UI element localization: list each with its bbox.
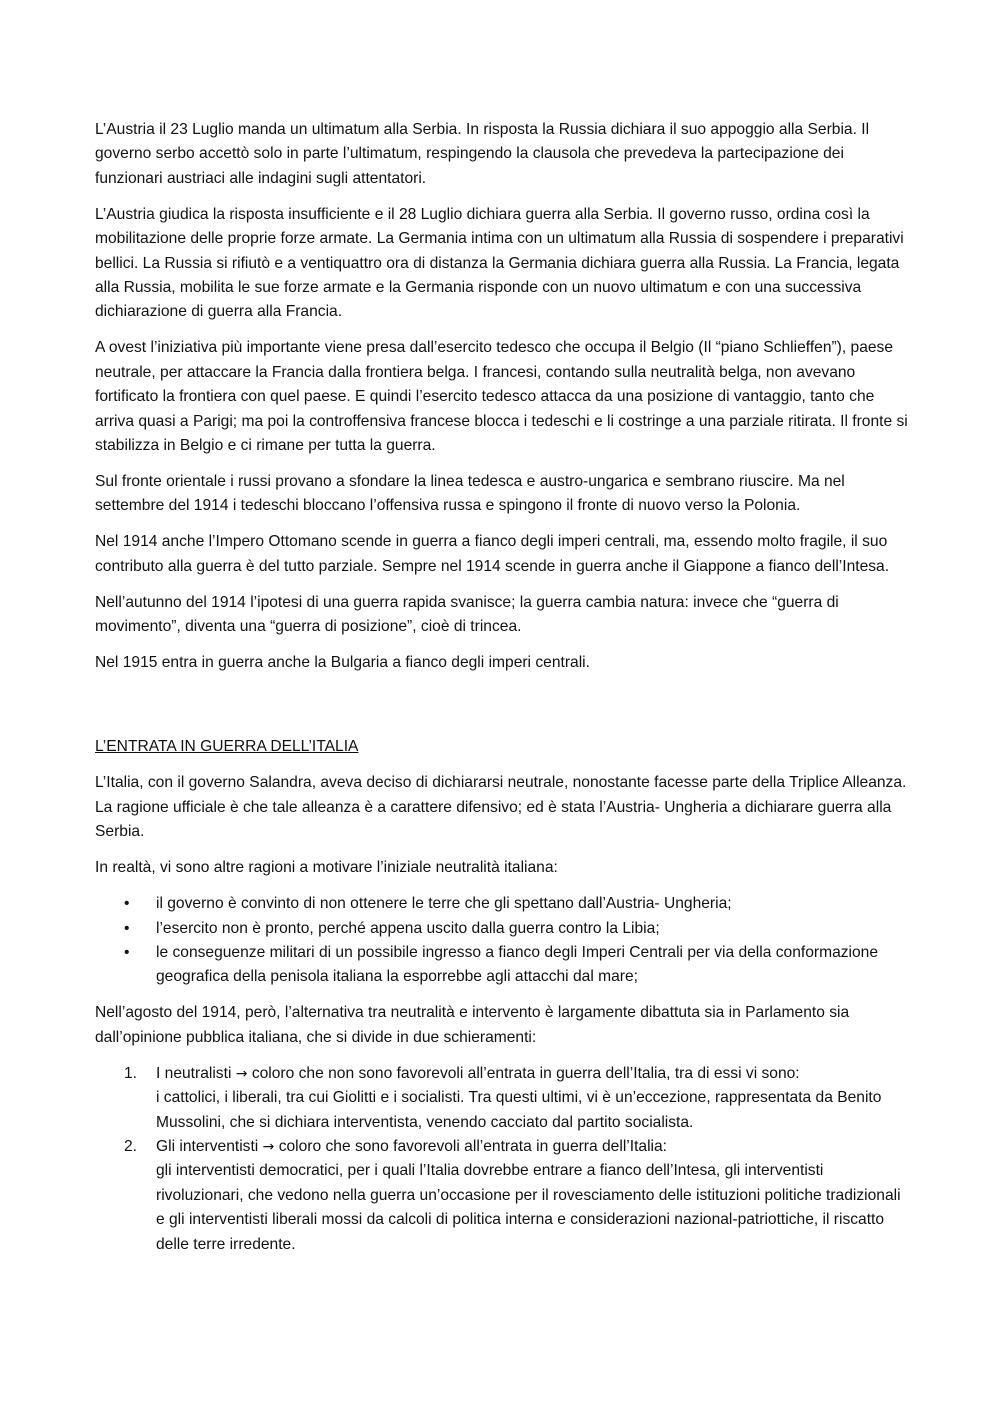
bullet-icon: • xyxy=(124,943,130,961)
document-page xyxy=(95,118,910,1257)
list-item-text: il governo è convinto di non ottenere le terre che gli spettano dall’Austria- Ungheria; xyxy=(156,895,732,913)
paragraph-italy-neutral: L’Italia, con il governo Salandra, aveva deciso di dichiararsi neutrale, nonostante facesse parte della Triplice Alleanza. La ragione ufficiale è che tale alleanza è a carattere difensivo; ed è stata l’Austria- Ungheria a dichiarare guerra alla Serbia. xyxy=(95,774,907,841)
camp-name: Gli interventisti xyxy=(156,1137,259,1155)
camp-detail: gli interventisti democratici, per i quali l’Italia dovrebbe entrare a fianco dell’Intesa, gli interventisti rivoluzionari, che vedono nella guerra un’occasione per il rovesciamento delle istituzioni politiche tradizionali e gli interventisti liberali mossi da calcoli di politica interna e considerazioni nazional-patriottiche, il riscatto delle terre irredente. xyxy=(156,1162,901,1253)
paragraph-debate-intro: Nell’agosto del 1914, però, l’alternativa tra neutralità e intervento è largamente dibattuta sia in Parlamento sia dall’opinione pubblica italiana, che si divide in due schieramenti: xyxy=(95,1004,850,1046)
list-item-text: l’esercito non è pronto, perché appena uscito dalla guerra contro la Libia; xyxy=(156,919,660,937)
bullet-icon: • xyxy=(124,919,130,937)
camps-list xyxy=(95,1062,910,1257)
arrow-right-icon: → xyxy=(262,1138,275,1155)
paragraph-ultimatum: L’Austria il 23 Luglio manda un ultimatum alla Serbia. In risposta la Russia dichiara il suo appoggio alla Serbia. Il governo serbo accettò solo in parte l’ultimatum, respingendo la clausola che prevedeva la partecipazione dei funzionari austriaci alle indagini sugli attentatori. xyxy=(95,121,870,187)
camp-detail: i cattolici, i liberali, tra cui Giolitti e i socialisti. Tra questi ultimi, vi è un’eccezione, rappresentata da Benito Mussolini, che si dichiara interventista, venendo cacciato dal partito socialista. xyxy=(156,1089,882,1131)
section-spacer xyxy=(95,687,910,735)
paragraph-eastern-front: Sul fronte orientale i russi provano a sfondare la linea tedesca e austro-ungarica e sembrano riuscire. Ma nel settembre del 1914 i tedeschi bloccano l’offensiva russa e spingono il fronte di nuovo verso la Polonia. xyxy=(95,473,845,515)
camp-name: I neutralisti xyxy=(156,1064,232,1082)
list-item-text: le conseguenze militari di un possibile ingresso a fianco degli Imperi Centrali per via della conformazione geografica della penisola italiana la esporrebbe agli attacchi dal mare; xyxy=(156,943,879,986)
list-number: 1. xyxy=(124,1064,138,1082)
paragraph-trench-war: Nell’autunno del 1914 l’ipotesi di una guerra rapida svanisce; la guerra cambia natura: invece che “guerra di movimento”, diventa una “guerra di posizione”, cioè di trincea. xyxy=(95,593,839,636)
section-heading: L’ENTRATA IN GUERRA DELL’ITALIA xyxy=(95,738,359,756)
list-item xyxy=(95,917,910,941)
paragraph-reasons-intro: In realtà, vi sono altre ragioni a motivare l’iniziale neutralità italiana: xyxy=(95,859,558,877)
list-item xyxy=(95,941,910,990)
paragraph-ottoman-japan: Nel 1914 anche l’Impero Ottomano scende in guerra a fianco degli imperi centrali, ma, essendo molto fragile, il suo contributo alla guerra è del tutto parziale. Sempre nel 1914 scende in guerra anche il Giappone a fianco dell’Intesa. xyxy=(95,533,890,575)
paragraph-declarations: L’Austria giudica la risposta insufficiente e il 28 Luglio dichiara guerra alla Serbia. Il governo russo, ordina così la mobilitazione delle proprie forze armate. La Germania intima con un ultimatum alla Russia di sospendere i preparativi bellici. La Russia si rifiutò e a ventiquattro ora di distanza la Germania dichiara guerra alla Russia. La Francia, legata alla Russia, mobilita le sue forze armate e la Germania risponde con un nuovo ultimatum e con una successiva dichiarazione di guerra alla Francia. xyxy=(95,205,904,321)
reasons-list xyxy=(95,892,910,990)
camp-definition: coloro che non sono favorevoli all’entrata in guerra dell’Italia, tra di essi vi sono: xyxy=(251,1064,800,1082)
paragraph-bulgaria: Nel 1915 entra in guerra anche la Bulgaria a fianco degli imperi centrali. xyxy=(95,654,590,672)
list-number: 2. xyxy=(124,1137,138,1155)
list-item-interventionists xyxy=(95,1135,910,1257)
list-item xyxy=(95,892,910,916)
list-item-neutralists xyxy=(95,1062,910,1135)
bullet-icon: • xyxy=(124,895,130,913)
arrow-right-icon: → xyxy=(235,1065,248,1082)
paragraph-western-front: A ovest l’iniziativa più importante viene presa dall’esercito tedesco che occupa il Belgio (Il “piano Schlieffen”), paese neutrale, per attaccare la Francia dalla frontiera belga. I francesi, contando sulla neutralità belga, non avevano fortificato la frontiera con quel paese. E quindi l’esercito tedesco attacca da una posizione di vantaggio, tanto che arriva quasi a Parigi; ma poi la controffensiva francese blocca i tedeschi e li costringe a una parziale ritirata. Il fronte si stabilizza in Belgio e ci rimane per tutta la guerra. xyxy=(95,339,908,455)
camp-definition: coloro che sono favorevoli all’entrata in guerra dell’Italia: xyxy=(278,1137,668,1155)
